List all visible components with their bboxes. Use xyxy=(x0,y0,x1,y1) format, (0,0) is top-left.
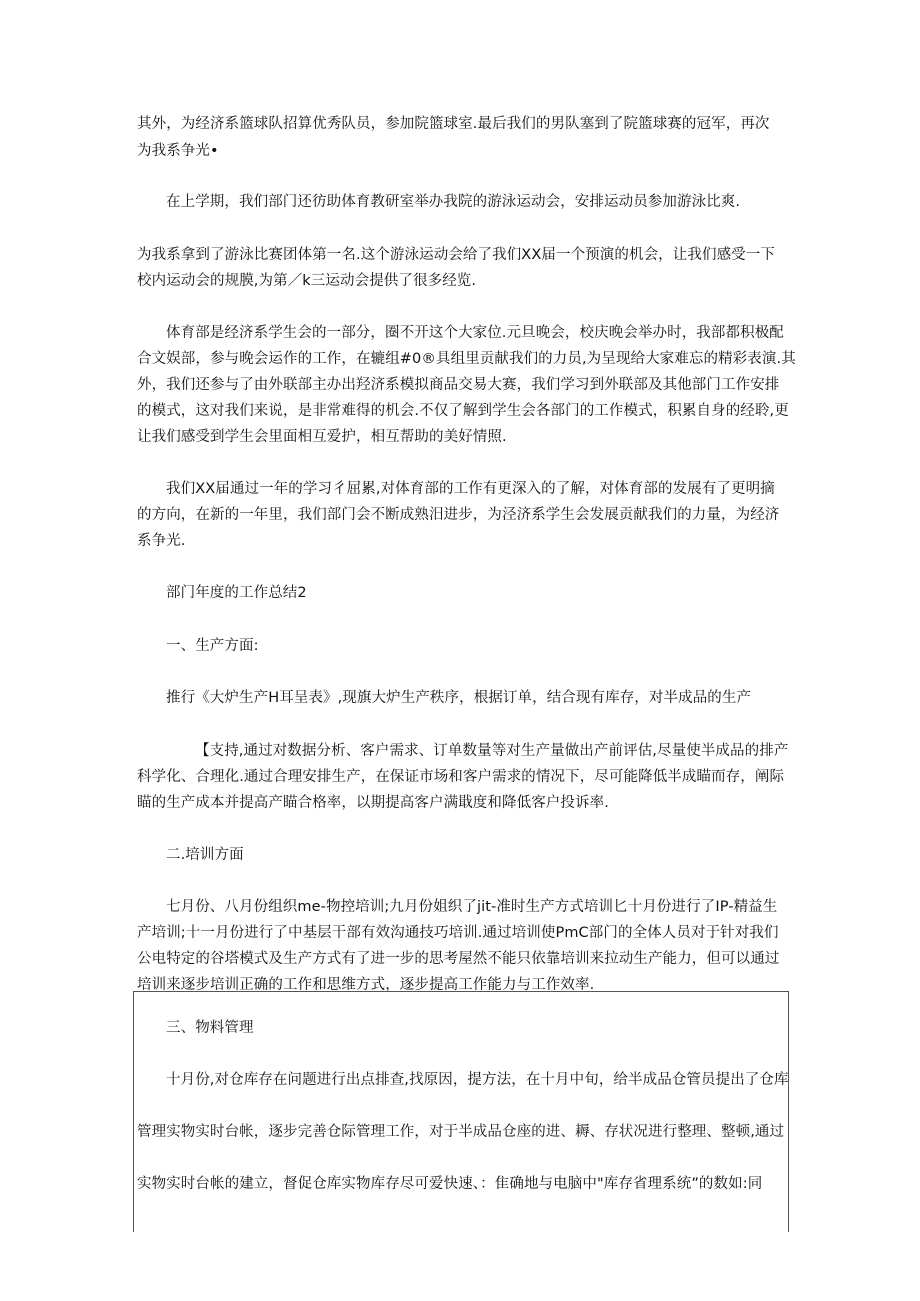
p4-line-4: 的模式，这对我们来说，是非常难得的机会.不仅了解到学生会各部门的工作模式，积累自身的经聆,更 xyxy=(137,403,789,419)
p7-line-1: 【支持,通过对数据分析、客户需求、订单数量等对生产量做出产前评估,尽量使半成品的排产 xyxy=(195,743,789,759)
production-heading: 一、生产方面: xyxy=(166,638,259,654)
p9-line-3: 实物实时台帐的建立，督促仓库实物库存尽可爱快速、：隹确地与电脑中"库存省理系统”的数如:同 xyxy=(137,1176,763,1192)
training-heading: 二.培训方面 xyxy=(166,847,244,863)
p9-line-2: 管理实物实时台帐，逐步完善仓际管理工作，对于半成品仓座的进、耨、存状况进行整理、整顿,通过 xyxy=(137,1124,785,1140)
p1-line-2: 为我系争光• xyxy=(137,143,219,159)
p8-line-1: 七月份、八月份组织me-物控培训;九月份姐织了jit-准时生产方式培训匕十月份进行了IP-精益生 xyxy=(166,899,778,915)
p4-line-3: 外，我们还参与了由外联部主办出羟济系模拟商品交易大赛，我们学习到外联部及其他部门工作安排 xyxy=(137,377,780,393)
summary-heading: 部门年度的工作总结2 xyxy=(166,585,307,601)
p3-line-2: 校内运动会的规膜,为第／k三运动会提供了很多经览. xyxy=(137,273,477,289)
p6-line-1: 推行《大炉生产H耳呈表》,现旗大炉生产秩序，根据订单，结合现有库存，对半成品的生产 xyxy=(166,690,752,706)
p5-line-2: 的方向，在新的一年里，我们部门会不断成熟汨进步，为泾济系学生会发展贡献我们的力量，为经济 xyxy=(137,507,780,523)
p7-line-3: 瞄的生产成本并提高产瞄合格率，以期提高客户满戢度和降低客户投诉率. xyxy=(137,795,609,811)
p4-line-2: 合文娱部，参与晚会运作的工作，在辘组#0®具组里贡献我们的力员,为呈现给大家难忘的精彩表演.其 xyxy=(137,351,796,367)
p8-line-2: 产培训;十一月份进行了中基层干部有效沟通技巧培训.通过培训使PmC部门的全体人员对于针对我们 xyxy=(137,925,779,941)
p2-line-1: 在上学期，我们部门还彷助体育教研室举办我院的游泳运动会，安排运动员参加游泳比爽. xyxy=(166,194,741,210)
p7-line-2: 科学化、合理化.通过合理安排生产，在保证市场和客户需求的情况下，尽可能降低半成瞄而存，阐际 xyxy=(137,769,785,785)
p8-line-4: 培训来逐步培训正确的工作和思维方式，逐步提高工作能力与工作效率. xyxy=(137,977,595,993)
p8-line-3: 公电特定的谷塔模式及生产方式有了进一步的思考屋然不能只依靠培训来拉动生产能力，但可以通过 xyxy=(137,951,780,967)
p3-line-1: 为我系拿到了游泳比赛团体第一名.这个游泳运动会给了我们XX届一个预演的机会，让我们感受一下 xyxy=(137,247,775,263)
p5-line-3: 系争光. xyxy=(137,533,186,549)
p4-line-1: 体育部是经济系学生会的一部分，圈不开这个大家位.元旦晚会，校庆晚会举办时，我部都积极配 xyxy=(166,325,784,341)
materials-heading: 三、物料管理 xyxy=(166,1020,254,1036)
p9-line-1: 十月份,对仓库存在问题进行出点排查,找原因，提方法，在十月中旬，给半成品仓管员提出了仓库 xyxy=(166,1072,789,1088)
p1-line-1: 其外，为经济系篮球队招算优秀队员，参加院篮球室.最后我们的男队塞到了院篮球赛的冠军，再次 xyxy=(137,116,770,132)
p4-line-5: 让我们感受到学生会里面相互爱护，相互帮助的美好情照. xyxy=(137,429,507,445)
p5-line-1: 我们XX届通过一年的学习彳屈累,对体育部的工作有更深入的了解，对体育部的发展有了更明摘 xyxy=(166,481,775,497)
